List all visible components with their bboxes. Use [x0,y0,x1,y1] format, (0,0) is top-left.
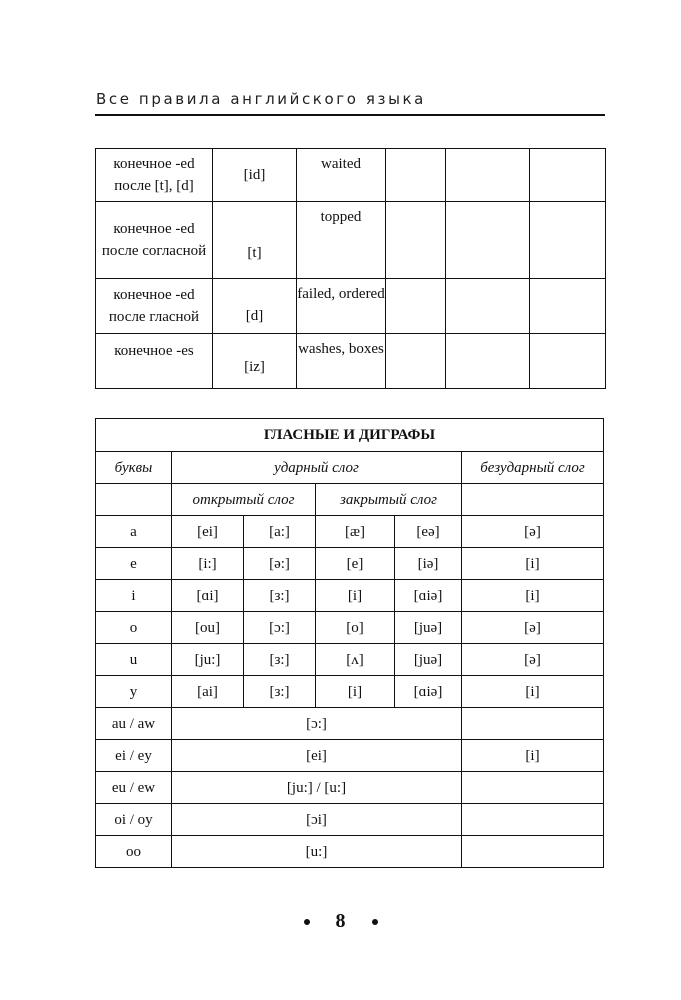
empty-cell [446,334,530,389]
sound-cell: [juə] [395,644,462,676]
ending-cell: конечное -es [96,334,213,389]
letter-cell: y [96,676,172,708]
sound-cell: [ɑi] [172,580,244,612]
table-row [96,708,604,740]
empty-cell [386,334,446,389]
empty-cell [530,279,606,334]
empty-cell [530,202,606,279]
letter-cell: e [96,548,172,580]
col-header-open: открытый слог [172,484,316,516]
table-row [96,202,606,279]
sound-cell: [i] [462,580,604,612]
sound-cell: [з:] [244,676,316,708]
sound-cell: [a:] [244,516,316,548]
sound-cell: [i] [316,676,395,708]
sound-cell: [e] [316,548,395,580]
ending-cell: конечное -ed после гласной [96,279,213,334]
digraph-cell: oi / oy [96,804,172,836]
sound-cell: [ju:] [172,644,244,676]
table-row [96,612,604,644]
digraph-cell: oo [96,836,172,868]
table-row [96,548,604,580]
sound-cell: [з:] [244,580,316,612]
table-row [96,644,604,676]
sound-cell: [ju:] / [u:] [172,772,462,804]
empty-cell [446,279,530,334]
sound-cell [462,836,604,868]
ending-cell: конечное -ed после согласной [96,202,213,279]
sound-cell: [iz] [213,334,297,389]
sound-cell: [d] [213,279,297,334]
sound-cell: [ɔi] [172,804,462,836]
bullet-dot [304,919,310,925]
ending-cell: конечное -ed после [t], [d] [96,149,213,202]
empty-cell [386,202,446,279]
table-subheader-row [96,484,604,516]
digraph-cell: ei / ey [96,740,172,772]
table-title: ГЛАСНЫЕ И ДИГРАФЫ [96,419,604,452]
sound-cell: [ɑiə] [395,580,462,612]
example-cell: waited [297,149,386,202]
table-row [96,516,604,548]
empty-cell [386,279,446,334]
letter-cell: i [96,580,172,612]
table-row [96,740,604,772]
empty-cell [462,484,604,516]
digraph-cell: au / aw [96,708,172,740]
sound-cell: [i:] [172,548,244,580]
col-header-unstressed: безударный слог [462,452,604,484]
sound-cell: [ə] [462,644,604,676]
col-header-letters: буквы [96,452,172,484]
sound-cell: [æ] [316,516,395,548]
digraph-cell: eu / ew [96,772,172,804]
sound-cell: [ə] [462,612,604,644]
page-number: 8 [335,910,346,932]
table-row [96,772,604,804]
sound-cell: [iə] [395,548,462,580]
sound-cell: [u:] [172,836,462,868]
table-title-row [96,419,604,452]
sound-cell: [ʌ] [316,644,395,676]
vowels-digraphs-table [95,418,604,868]
sound-cell: [ə] [462,516,604,548]
empty-cell [96,484,172,516]
sound-cell: [t] [213,202,297,279]
table-row [96,836,604,868]
sound-cell: [i] [462,740,604,772]
sound-cell: [ə:] [244,548,316,580]
table-row [96,580,604,612]
letter-cell: u [96,644,172,676]
example-cell: failed, ordered [297,279,386,334]
table-row [96,334,606,389]
sound-cell: [з:] [244,644,316,676]
table-row [96,804,604,836]
col-header-stressed: ударный слог [172,452,462,484]
table-row [96,279,606,334]
sound-cell: [ou] [172,612,244,644]
sound-cell [462,772,604,804]
running-title: Все правила английского языка [96,90,426,108]
example-cell: washes, boxes [297,334,386,389]
endings-table [95,148,606,389]
sound-cell: [eə] [395,516,462,548]
page-footer [0,910,681,933]
empty-cell [530,334,606,389]
sound-cell: [ei] [172,740,462,772]
sound-cell: [ɑiə] [395,676,462,708]
sound-cell: [id] [213,149,297,202]
sound-cell: [ai] [172,676,244,708]
letter-cell: a [96,516,172,548]
sound-cell: [ei] [172,516,244,548]
empty-cell [530,149,606,202]
empty-cell [446,202,530,279]
col-header-closed: закрытый слог [316,484,462,516]
bullet-dot [372,919,378,925]
sound-cell: [i] [462,676,604,708]
sound-cell [462,708,604,740]
sound-cell: [i] [316,580,395,612]
sound-cell [462,804,604,836]
sound-cell: [ɔ:] [172,708,462,740]
header-rule [95,114,605,116]
letter-cell: o [96,612,172,644]
sound-cell: [ɔ:] [244,612,316,644]
sound-cell: [i] [462,548,604,580]
example-cell: topped [297,202,386,279]
empty-cell [386,149,446,202]
empty-cell [446,149,530,202]
table-row [96,676,604,708]
table-header-row [96,452,604,484]
sound-cell: [o] [316,612,395,644]
sound-cell: [juə] [395,612,462,644]
table-row [96,149,606,202]
